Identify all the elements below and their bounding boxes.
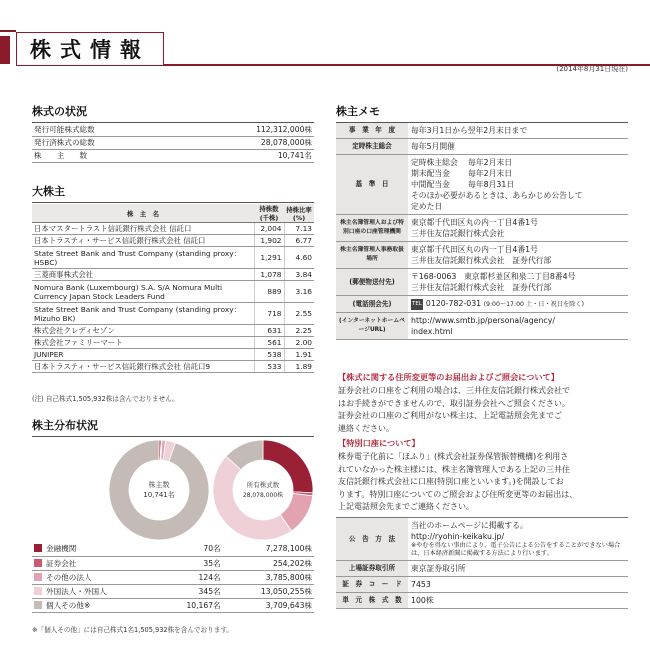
legend-holders-count: 10,167名 <box>159 598 222 612</box>
special-account-body <box>338 451 628 514</box>
phone-number: 0120-782-031 <box>425 299 482 308</box>
legend-row <box>32 584 314 598</box>
row-value: 10,741名 <box>178 149 314 162</box>
holder-name: State Street Bank and Trust Company (standing proxy：HSBC) <box>32 247 254 269</box>
legend-swatch <box>34 544 42 552</box>
memo-url[interactable]: http://www.smtb.jp/personal/agency/ <box>411 316 555 325</box>
memo-key: 単 元 株 式 数 <box>336 593 408 609</box>
holder-shares: 631 <box>254 325 284 337</box>
para-line: 株券電子化前に「ほふり」(株式会社証券保管振替機構)を利用さ <box>338 452 569 461</box>
holder-shares: 2,004 <box>254 223 284 235</box>
memo-key: 証 券 コ ー ド <box>336 577 408 593</box>
legend-shares-count: 7,278,100株 <box>223 542 314 556</box>
legend-shares-count: 3,709,643株 <box>223 598 314 612</box>
stock-status-title: 株式の状況 <box>32 105 87 118</box>
donut-left-value: 10,741名 <box>143 491 175 499</box>
para-line: はお手続きができませんので、取引証券会社へご照会ください。 <box>338 398 570 408</box>
holder-name: State Street Bank and Trust Company (standing proxy：Mizuho BK) <box>32 303 254 325</box>
memo-row <box>336 296 628 313</box>
memo-line: 中間配当金 毎年8月31日 <box>411 180 515 189</box>
holder-name: JUNIPER <box>32 349 254 361</box>
holder-shares: 561 <box>254 337 284 349</box>
donut-left-label: 株主数 <box>148 481 170 489</box>
section-rule <box>32 436 314 437</box>
memo-key: 定時株主総会 <box>336 139 408 155</box>
legend-row <box>32 556 314 570</box>
holder-name: 日本マスタートラスト信託銀行株式会社 信託口 <box>32 223 254 235</box>
page-title-box <box>16 32 164 66</box>
memo-line: 定めた日 <box>411 202 443 211</box>
address-change-body <box>338 385 628 435</box>
memo-row <box>336 577 628 593</box>
memo-line: 毎年5月開催 <box>411 142 455 151</box>
holder-shares: 718 <box>254 303 284 325</box>
page-title: 株式情報 <box>30 38 150 62</box>
memo-small-note: ※やむを得ない事由により、電子公告による公告をすることができない場合は、日本経済新聞に掲載する方法により行います。 <box>411 542 621 557</box>
col-name: 株 主 名 <box>32 204 254 223</box>
memo-value: 7453 <box>408 577 628 593</box>
table-row <box>32 123 314 136</box>
holder-name: 日本トラスティ・サービス信託銀行株式会社 信託口 <box>32 235 254 247</box>
legend-row <box>32 570 314 584</box>
holder-ratio: 1.91 <box>284 349 314 361</box>
table-row <box>32 149 314 162</box>
table-row <box>32 223 314 235</box>
table-row <box>32 361 314 373</box>
table-row <box>32 247 314 269</box>
holders-slice-4 <box>109 440 209 540</box>
donut-right-value: 28,078,000株 <box>242 492 284 499</box>
legend-swatch <box>34 601 42 609</box>
col-ratio: 持株比率(%) <box>284 204 314 223</box>
memo-line: 三井住友信託銀行株式会社 <box>411 229 505 238</box>
holder-name: 日本トラスティ・サービス信託銀行株式会社 信託口9 <box>32 361 254 373</box>
table-row <box>32 303 314 325</box>
memo-row <box>336 593 628 609</box>
para-line: 証券会社の口座をご利用の場合は、三井住友信託銀行株式会社で <box>338 386 570 395</box>
legend-row <box>32 598 314 612</box>
row-label: 発行可能株式総数 <box>32 123 178 136</box>
memo-value: 100株 <box>408 593 628 609</box>
holder-shares: 538 <box>254 349 284 361</box>
memo-line: 定時株主総会 毎年2月末日 <box>411 158 513 167</box>
holder-shares: 1,291 <box>254 247 284 269</box>
memo-title: 株主メモ <box>336 105 380 118</box>
memo-key: 上場証券取引所 <box>336 561 408 577</box>
section-rule <box>32 202 314 203</box>
memo-key: (電話照会先) <box>336 296 408 313</box>
distribution-title: 株主分布状況 <box>32 419 98 432</box>
para-line: 上記電話照会先までご連絡ください。 <box>338 502 474 511</box>
holder-ratio: 2.55 <box>284 303 314 325</box>
memo-line: 三井住友信託銀行株式会社 証券代行部 <box>411 283 552 292</box>
memo-key: (郵便物送付先) <box>336 269 408 296</box>
memo-url[interactable]: http://ryohin-keikaku.jp/ <box>411 532 505 541</box>
memo-row <box>336 313 628 340</box>
legend-swatch <box>34 573 42 581</box>
memo-line: 三井住友信託銀行株式会社 証券代行部 <box>411 256 552 265</box>
notice-table <box>336 517 628 609</box>
row-value: 28,078,000株 <box>178 136 314 149</box>
memo-key: 公 告 方 法 <box>336 518 408 561</box>
table-row <box>32 281 314 303</box>
header-accent-block <box>0 36 10 64</box>
holder-name: 三菱商事株式会社 <box>32 269 254 281</box>
memo-row <box>336 123 628 139</box>
memo-key: 株主名簿管理人事務取扱場所 <box>336 242 408 269</box>
donut-right-label: 所有株式数 <box>246 481 280 489</box>
as-of-date: (2014年8月31日現在) <box>556 65 628 73</box>
holders-note: (注) 自己株式1,505,932株は含んでおりません。 <box>32 395 179 403</box>
address-change-heading: 【株式に関する住所変更等のお届出およびご照会について】 <box>338 372 559 382</box>
table-row <box>32 269 314 281</box>
legend-label: その他の法人 <box>46 572 92 582</box>
memo-value: 東京証券取引所 <box>408 561 628 577</box>
holder-shares: 889 <box>254 281 284 303</box>
memo-line: 毎年3月1日から翌年2月末日まで <box>411 126 528 135</box>
para-line: 証券会社の口座のご利用がない株主は、上記電話照会先までご <box>338 411 562 420</box>
memo-row <box>336 242 628 269</box>
table-row <box>32 349 314 361</box>
memo-key: 事 業 年 度 <box>336 123 408 139</box>
legend-label: 個人その他※ <box>46 600 91 610</box>
table-header <box>32 204 314 223</box>
holder-ratio: 7.13 <box>284 223 314 235</box>
phone-icon: TEL <box>411 299 423 310</box>
memo-row <box>336 155 628 215</box>
memo-table <box>336 123 628 340</box>
holder-ratio: 6.77 <box>284 235 314 247</box>
memo-line: 〒168-0063 東京都杉並区和泉二丁目8番4号 <box>411 272 576 281</box>
holder-ratio: 3.16 <box>284 281 314 303</box>
distribution-donut-charts <box>100 438 320 542</box>
stock-status-table <box>32 123 314 163</box>
special-account-heading: 【特別口座について】 <box>338 438 420 448</box>
holder-shares: 1,902 <box>254 235 284 247</box>
major-holders-title: 大株主 <box>32 185 65 198</box>
row-label: 発行済株式の総数 <box>32 136 178 149</box>
table-row <box>32 136 314 149</box>
holder-shares: 533 <box>254 361 284 373</box>
memo-row <box>336 215 628 242</box>
legend-swatch <box>34 559 42 567</box>
holder-ratio: 2.00 <box>284 337 314 349</box>
legend-shares-count: 3,785,800株 <box>223 570 314 584</box>
memo-key: (インターネットホームページURL) <box>336 313 408 340</box>
holder-name: Nomura Bank (Luxembourg) S.A. S/A Nomura Multi Currency Japan Stock Leaders Fund <box>32 281 254 303</box>
holder-name: 株式会社ファミリーマート <box>32 337 254 349</box>
row-value: 112,312,000株 <box>178 123 314 136</box>
memo-key: 基 準 日 <box>336 155 408 215</box>
para-line: れていなかった株主様には、株主名簿管理人である上記の三井住 <box>338 464 570 474</box>
legend-shares-count: 254,202株 <box>223 556 314 570</box>
memo-row <box>336 518 628 561</box>
legend-holders-count: 124名 <box>159 570 222 584</box>
row-label: 株 主 数 <box>32 149 178 162</box>
table-row <box>32 235 314 247</box>
legend-label: 証券会社 <box>46 558 77 568</box>
memo-key: 株主名簿管理人および特別口座の口座管理機関 <box>336 215 408 242</box>
legend-holders-count: 70名 <box>159 542 222 556</box>
memo-line: 当社のホームページに掲載する。 <box>411 521 528 530</box>
distribution-legend <box>32 542 314 613</box>
memo-url[interactable]: index.html <box>411 327 453 336</box>
holder-ratio: 3.84 <box>284 269 314 281</box>
holder-ratio: 2.25 <box>284 325 314 337</box>
memo-line: 東京都千代田区丸の内一丁目4番1号 <box>411 218 538 227</box>
major-holders-table <box>32 204 314 373</box>
para-line: ります。特別口座についてのご照会および住所変更等のお届出は、 <box>338 489 578 499</box>
holder-ratio: 1.89 <box>284 361 314 373</box>
legend-row <box>32 542 314 556</box>
memo-row <box>336 561 628 577</box>
legend-label: 外国法人・外国人 <box>46 586 107 596</box>
legend-holders-count: 345名 <box>159 584 222 598</box>
memo-row <box>336 139 628 155</box>
legend-shares-count: 13,050,255株 <box>223 584 314 598</box>
distribution-note: ※「個人その他」には自己株式1名1,505,932株を含んでおります。 <box>32 626 233 634</box>
para-line: 連絡ください。 <box>338 423 394 433</box>
table-row <box>32 325 314 337</box>
header-accent-line <box>0 30 16 32</box>
holder-name: 株式会社クレディセゾン <box>32 325 254 337</box>
memo-row <box>336 269 628 296</box>
col-shares: 持株数(千株) <box>254 204 284 223</box>
table-row <box>32 337 314 349</box>
legend-swatch <box>34 587 42 595</box>
memo-line: 期末配当金 毎年2月末日 <box>411 169 513 178</box>
memo-line: そのほか必要があるときは、あらかじめ公告して <box>411 191 583 200</box>
memo-line: 東京都千代田区丸の内一丁目4番1号 <box>411 245 538 254</box>
para-line: 友信託銀行株式会社に口座(特別口座といいます。)を開設してお <box>338 477 564 486</box>
legend-label: 金融機関 <box>46 544 77 554</box>
holder-ratio: 4.60 <box>284 247 314 269</box>
holder-shares: 1,078 <box>254 269 284 281</box>
phone-hours: (9:00～17:00 土・日・祝日を除く) <box>483 301 585 308</box>
legend-holders-count: 35名 <box>159 556 222 570</box>
